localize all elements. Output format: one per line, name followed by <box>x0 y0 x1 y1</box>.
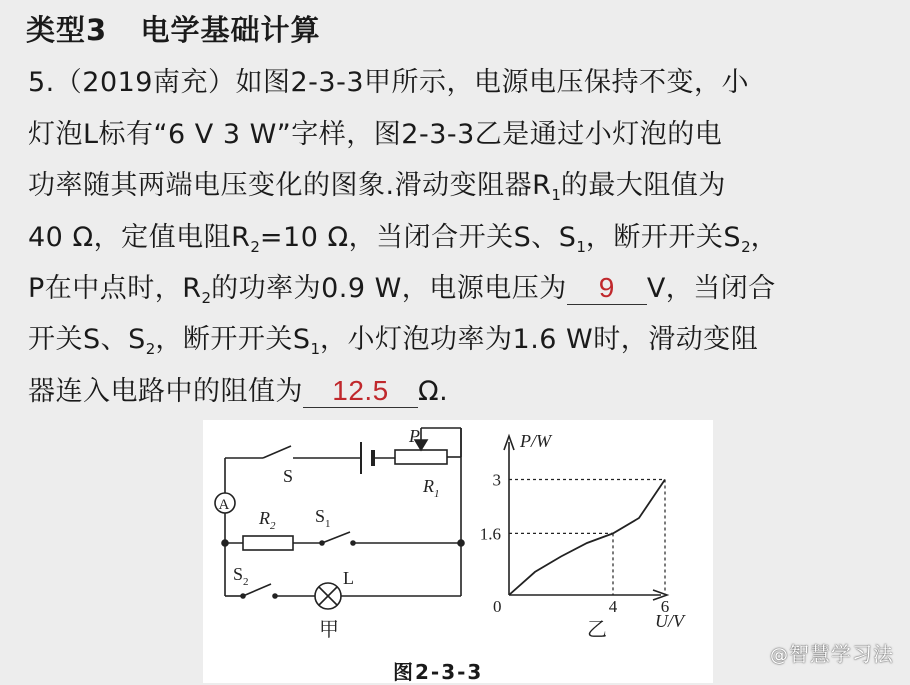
figure-2-3-3 <box>203 420 713 683</box>
y-axis-label: P/W <box>520 431 551 451</box>
problem-line-5 <box>28 272 776 315</box>
lamp-icon <box>315 583 341 609</box>
rheostat-r1-label: $R_1$ <box>423 476 440 500</box>
battery-icon <box>361 442 395 474</box>
y-tick-label: 1.6 <box>479 524 501 544</box>
watermark-text: 智慧学习法 <box>789 642 894 666</box>
y-tick-label: 3 <box>492 470 501 490</box>
graph-caption: 乙 <box>587 617 607 641</box>
watermark-at: @ <box>770 645 789 666</box>
answer-blank-resistance <box>303 376 418 408</box>
switch-s-label: S <box>283 466 294 486</box>
problem-text: Ω. <box>418 376 449 407</box>
x-axis-label: U/V <box>655 611 684 631</box>
watermark <box>770 638 894 667</box>
problem-line-2 <box>28 118 722 152</box>
figure-caption: 图2-3-3 <box>393 660 484 684</box>
problem-text: ，小灯泡功率为1.6 W时，滑动变阻 <box>320 324 759 355</box>
subscript: 2 <box>741 238 751 256</box>
problem-text: ，断开开关S <box>155 324 311 355</box>
problem-text: 功率随其两端电压变化的图象.滑动变阻器R <box>28 170 552 201</box>
rheostat-r1-symbol <box>395 450 447 464</box>
subscript: 1 <box>551 186 561 204</box>
section-heading <box>26 8 321 49</box>
problem-text: 灯泡L标有“6 V 3 W”字样，图2-3-3乙是通过小灯泡的电 <box>28 119 723 150</box>
subscript: 2 <box>201 289 212 307</box>
problem-text: 开关S、S <box>28 324 146 355</box>
answer-voltage: 9 <box>598 272 615 303</box>
problem-text: 40 Ω，定值电阻R <box>28 222 251 253</box>
problem-line-6 <box>28 323 758 366</box>
switch-s1-label: $S_1$ <box>315 506 331 530</box>
problem-text: 器连入电路中的阻值为 <box>28 376 303 407</box>
subscript: 1 <box>576 238 586 256</box>
problem-text: 的最大阻值为 <box>560 170 726 201</box>
slider-p-label: P <box>409 426 420 446</box>
x-tick-label: 6 <box>660 597 670 616</box>
power-curve <box>509 480 665 596</box>
ammeter-label: A <box>218 497 230 513</box>
problem-line-1 <box>28 66 749 100</box>
x-tick-label: 4 <box>608 597 618 616</box>
subscript: 2 <box>250 238 260 256</box>
resistor-r2-label: $R_2$ <box>259 508 276 532</box>
resistor-r2-symbol <box>243 536 293 550</box>
type-label: 类型3 <box>26 13 108 47</box>
problem-text: =10 Ω，当闭合开关S、S <box>259 222 577 253</box>
subscript: 2 <box>145 340 156 358</box>
lamp-label: L <box>343 568 354 588</box>
switch-s2-label: $S_2$ <box>233 564 249 588</box>
tick-labels <box>480 471 670 617</box>
power-voltage-graph <box>480 431 686 641</box>
switch-s-symbol <box>263 446 361 458</box>
junction-right <box>458 540 464 546</box>
switch-s1-symbol <box>320 532 355 545</box>
problem-text: V，当闭合 <box>646 273 776 304</box>
origin-label: 0 <box>493 597 502 616</box>
circuit-diagram <box>215 426 464 641</box>
problem-line-4 <box>28 221 778 264</box>
circuit-caption: 甲 <box>319 617 339 641</box>
section-title: 电学基础计算 <box>140 13 321 47</box>
answer-blank-voltage <box>567 273 647 305</box>
subscript: 1 <box>310 340 321 358</box>
answer-resistance: 12.5 <box>332 375 389 406</box>
junction-left <box>222 540 228 546</box>
problem-line-3 <box>28 169 726 212</box>
problem-text: ， <box>750 222 779 253</box>
problem-text: ，断开开关S <box>585 222 742 253</box>
problem-text: P在中点时，R <box>28 273 202 304</box>
problem-text: 5.（2019南充）如图2-3-3甲所示，电源电压保持不变，小 <box>28 67 749 98</box>
problem-line-7 <box>28 375 448 409</box>
problem-text: 的功率为0.9 W，电源电压为 <box>211 273 567 304</box>
guide-lines <box>509 480 665 596</box>
